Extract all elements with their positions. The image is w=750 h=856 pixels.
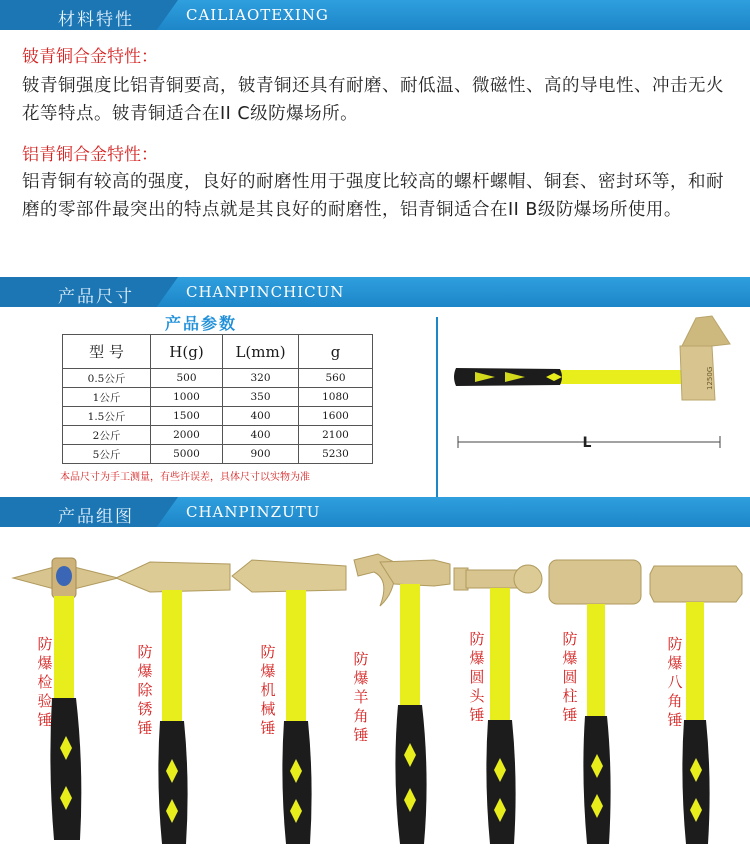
beryllium-body: 铍青铜强度比铝青铜要高，铍青铜还具有耐磨、耐低温、微磁性、高的导电性、冲击无火花等特点。铍青铜适合在II C级防爆场所。 [22, 76, 724, 124]
cell-model: 2公斤 [63, 426, 151, 445]
dimension-label: L [582, 435, 592, 451]
spec-table-title: 产品参数 [165, 314, 238, 333]
cell-g: 1080 [299, 388, 373, 407]
product-label-ball-peen-hammer: 防爆圆头锤 [469, 630, 485, 724]
section-header-gallery [0, 497, 750, 527]
aluminum-body: 铝青铜有较高的强度，良好的耐磨性用于强度比较高的螺杆螺帽、铜套、密封环等，和耐磨的零部件最突出的特点就是其良好的耐磨性，铝青铜适合在II B级防爆场所使用。 [22, 172, 724, 220]
table-row [63, 407, 373, 426]
cell-h: 1000 [151, 388, 223, 407]
cell-h: 2000 [151, 426, 223, 445]
header-model: 型 号 [63, 335, 151, 369]
spec-table [62, 334, 373, 464]
product-image-cylinder-hammer [545, 556, 645, 848]
cell-l: 350 [223, 388, 299, 407]
section-title-zh: 产品组图 [58, 507, 134, 527]
product-image-rust-hammer [112, 556, 232, 848]
table-row [63, 426, 373, 445]
product-label-claw-hammer: 防爆羊角锤 [353, 650, 369, 744]
cell-l: 320 [223, 369, 299, 388]
section-header-material [0, 0, 750, 30]
section-title-en: CHANPINCHICUN [186, 283, 345, 301]
product-label-octagonal-hammer: 防爆八角锤 [667, 635, 683, 729]
section-title-en: CAILIAOTEXING [186, 6, 329, 24]
product-label-inspection-hammer: 防爆检验锤 [37, 635, 53, 729]
product-image-machinist-hammer [228, 556, 348, 848]
head-stamp: 1250G [706, 366, 714, 390]
section-title-zh: 材料特性 [58, 10, 134, 30]
product-image-inspection-hammer [10, 548, 122, 848]
header-g: g [299, 335, 373, 369]
table-row [63, 445, 373, 464]
product-label-rust-hammer: 防爆除锈锤 [137, 643, 153, 737]
spec-header-row [63, 335, 373, 369]
header-l: L(mm) [223, 335, 299, 369]
header-h: H(g) [151, 335, 223, 369]
hammer-dimension-diagram [450, 308, 745, 468]
product-image-octagonal-hammer [648, 560, 746, 848]
table-row [63, 388, 373, 407]
cell-g: 1600 [299, 407, 373, 426]
cell-h: 1500 [151, 407, 223, 426]
table-row [63, 369, 373, 388]
cell-g: 5230 [299, 445, 373, 464]
product-label-cylinder-hammer: 防爆圆柱锤 [562, 630, 578, 724]
cell-model: 0.5公斤 [63, 369, 151, 388]
product-label-machinist-hammer: 防爆机械锤 [260, 643, 276, 737]
cell-h: 5000 [151, 445, 223, 464]
section-header-size [0, 277, 750, 307]
cell-l: 400 [223, 426, 299, 445]
cell-h: 500 [151, 369, 223, 388]
divider [436, 317, 438, 497]
section-title-zh: 产品尺寸 [58, 287, 134, 307]
cell-g: 2100 [299, 426, 373, 445]
cell-g: 560 [299, 369, 373, 388]
cell-l: 400 [223, 407, 299, 426]
cell-l: 900 [223, 445, 299, 464]
spec-note: 本品尺寸为手工测量，有些许误差，具体尺寸以实物为准 [60, 472, 310, 483]
cell-model: 1公斤 [63, 388, 151, 407]
product-image-ball-peen-hammer [452, 560, 546, 848]
cell-model: 1.5公斤 [63, 407, 151, 426]
aluminum-title: 铝青铜合金特性： [22, 145, 158, 165]
beryllium-title: 铍青铜合金特性： [22, 47, 158, 67]
cell-model: 5公斤 [63, 445, 151, 464]
section-title-en: CHANPINZUTU [186, 503, 321, 521]
